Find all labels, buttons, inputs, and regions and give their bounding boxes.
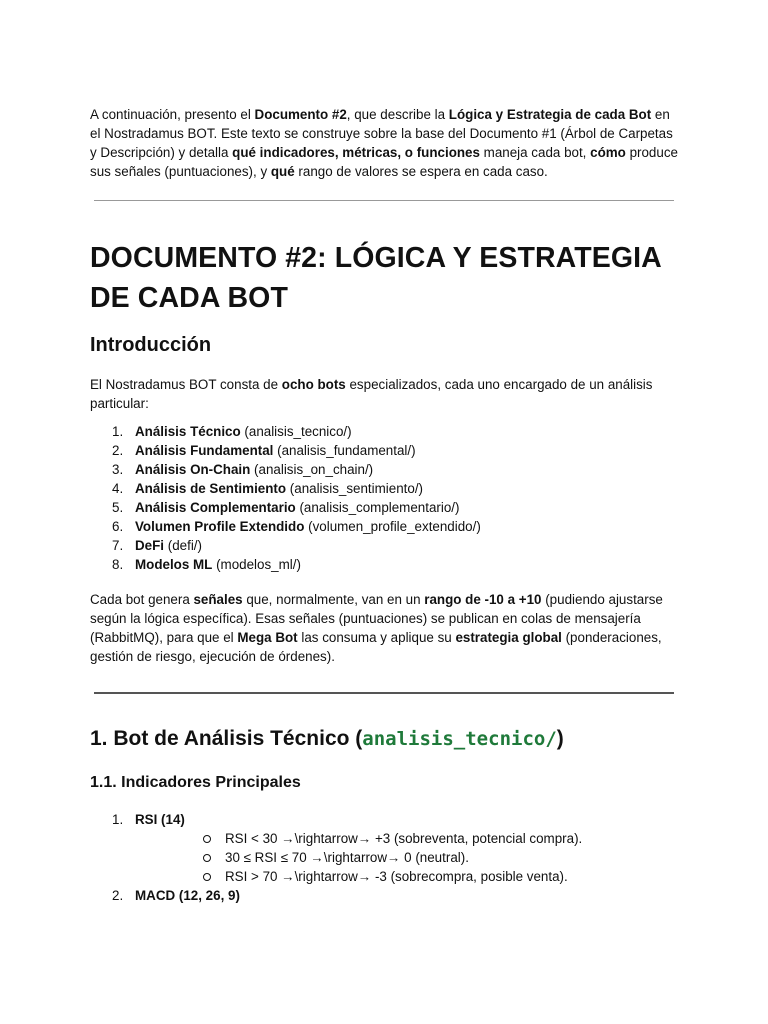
bullet-circle-icon — [203, 835, 211, 843]
document-title: DOCUMENTO #2: LÓGICA Y ESTRATEGIA DE CADA BOT — [90, 242, 661, 314]
divider — [94, 692, 674, 694]
introduction-paragraph: El Nostradamus BOT consta de ocho bots especializados, cada uno encargado de un análisis particular: — [90, 377, 653, 411]
introduction-heading: Introducción — [90, 334, 212, 356]
document-page — [90, 105, 680, 905]
signals-paragraph: Cada bot genera señales que, normalmente, van en un rango de -10 a +10 (pudiendo ajustarse según la lógica específica). Esas señales (puntuaciones) se publican en colas de mensajería (RabbitMQ), para que el Mega Bot las consuma y aplique su estrategia global (ponderaciones, gestión de riesgo, ejecución de órdenes). — [90, 592, 663, 664]
intro-paragraph: A continuación, presento el Documento #2, que describe la Lógica y Estrategia de cada Bot en el Nostradamus BOT. Este texto se construye sobre la base del Documento #1 (Árbol de Carpetas y Descripción) y detalla qué indicadores, métricas, o funciones maneja cada bot, cómo produce sus señales (puntuaciones), y qué rango de valores se espera en cada caso. — [90, 107, 678, 179]
bot-list — [90, 422, 680, 574]
list-item: RSI < 30 →\rightarrow→ +3 (sobreventa, potencial compra). — [135, 829, 680, 848]
list-item: 3. Análisis On-Chain (analisis_on_chain/) — [112, 462, 374, 477]
bullet-circle-icon — [203, 873, 211, 881]
list-item: 5. Análisis Complementario (analisis_complementario/) — [112, 500, 460, 515]
list-item: 2. MACD (12, 26, 9) — [112, 888, 240, 903]
list-item: 7. DeFi (defi/) — [112, 538, 202, 553]
rule-list — [135, 829, 680, 886]
subsection-heading: 1.1. Indicadores Principales — [90, 774, 301, 791]
list-item: 4. Análisis de Sentimiento (analisis_sentimiento/) — [112, 481, 424, 496]
list-item: 8. Modelos ML (modelos_ml/) — [112, 557, 301, 572]
list-item: RSI > 70 →\rightarrow→ -3 (sobrecompra, posible venta). — [135, 867, 680, 886]
list-item: 1. Análisis Técnico (analisis_tecnico/) — [112, 424, 352, 439]
list-item: 30 ≤ RSI ≤ 70 →\rightarrow→ 0 (neutral). — [135, 848, 680, 867]
list-item: 6. Volumen Profile Extendido (volumen_profile_extendido/) — [112, 519, 481, 534]
bullet-circle-icon — [203, 854, 211, 862]
list-item: 2. Análisis Fundamental (analisis_fundamental/) — [112, 443, 416, 458]
indicator-list — [90, 810, 680, 905]
section-heading: 1. Bot de Análisis Técnico (analisis_tecnico/) — [90, 727, 564, 750]
list-item: 1. RSI (14) RSI < 30 →\rightarrow→ +3 (sobreventa, potencial compra). 30 ≤ RSI ≤ 70 →\rightarrow→ 0 (neutral). RSI > 70 →\rightarrow→ -3 (sobrecompra, posible venta). — [90, 810, 680, 886]
section-code: analisis_tecnico/ — [362, 728, 557, 750]
divider — [94, 200, 674, 201]
